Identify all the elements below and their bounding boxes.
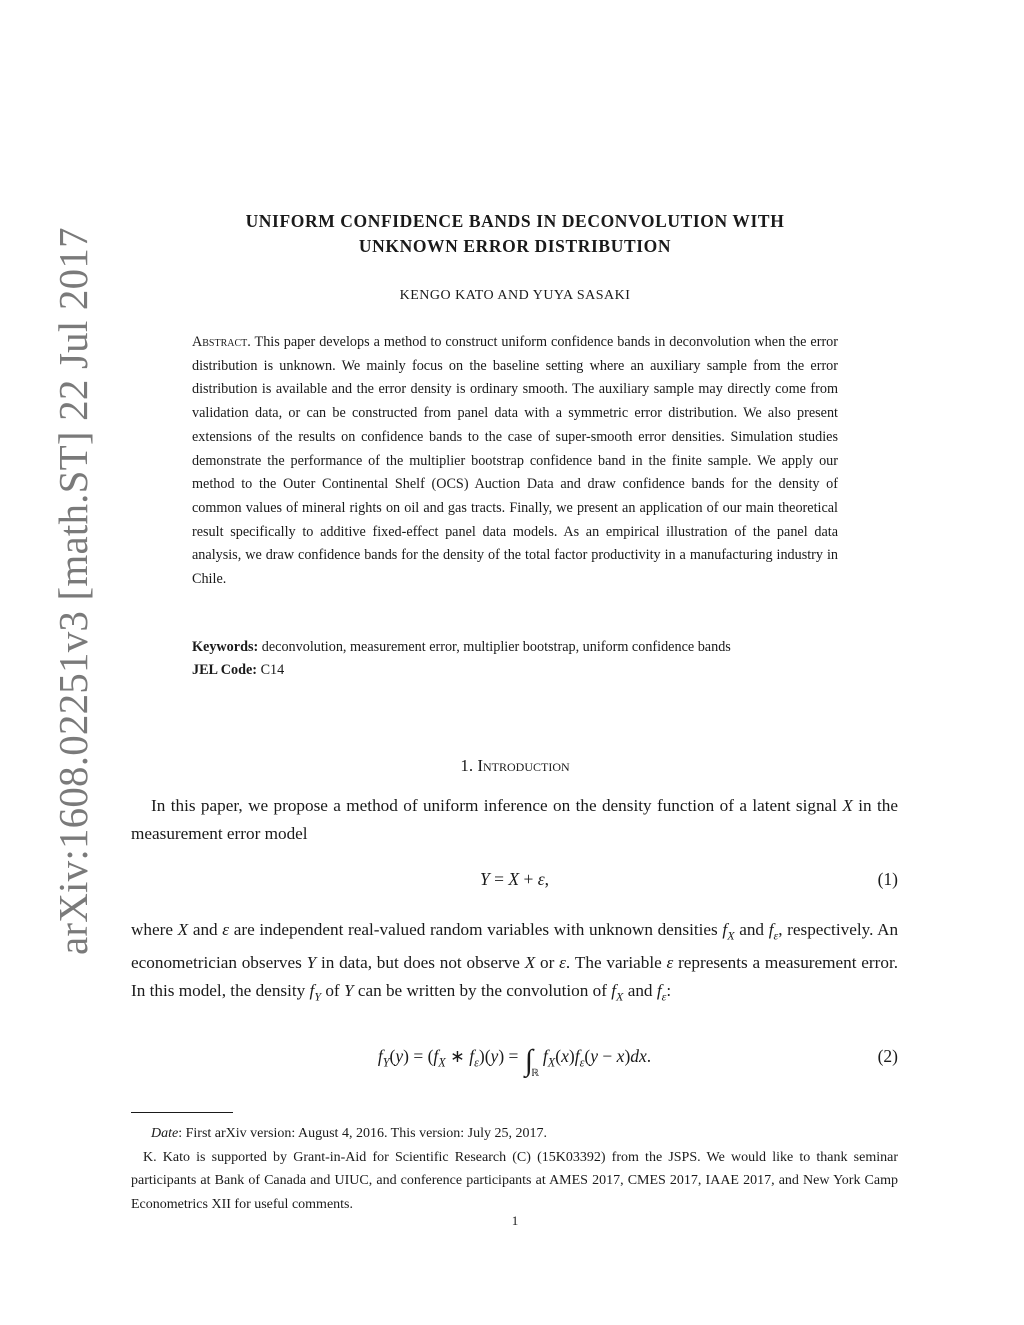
jel-code-label: JEL Code: [192,662,258,678]
para2-text-6: in data, but does not observe [320,953,520,973]
footnotes [131,1122,898,1216]
equation-2-number: (2) [877,1046,898,1066]
para2-text-2: and [192,920,218,939]
keywords-line [192,636,842,659]
footnote-date-label: Date [151,1126,179,1141]
jel-code-line [192,659,842,682]
para1-text-b: in the measurement error model [131,796,898,843]
para2-text-12: and [627,981,653,1001]
para2-text-4: and [739,920,765,939]
abstract-label: Abstract. [192,334,251,350]
para2-text-7: or [539,953,555,973]
para2-text-11: can be written by the convolution of [357,981,607,1001]
paper-title [130,209,900,259]
section-number: 1. [460,756,474,775]
title-line-2: UNKNOWN ERROR DISTRIBUTION [358,236,672,256]
equation-1 [131,869,898,899]
arxiv-identifier-stamp: arXiv:1608.02251v3 [math.ST] 22 Jul 2017 [50,227,96,955]
para1-text-a: In this paper, we propose a method of uniform inference on the density function of a latent signal [151,796,837,815]
para2-text-3: are independent real-valued random variables with unknown densities [233,920,718,939]
footnote-divider [131,1112,233,1113]
para2-text-13: : [666,981,672,1001]
page-number: 1 [511,1213,519,1228]
jel-code-text: C14 [260,662,285,678]
intro-paragraph-2: where X and ε are independent real-valued random variables with unknown densities $f_X$ and $f_\varepsilon$, respectively. An econometrician observes Y in data, but does not observe X or ε. The variable ε represents a measurement error. In this model, the density $f_Y$ of Y can be written by the convolution of $f_X$ and $f_\varepsilon$: [131,920,899,1004]
keywords-text: deconvolution, measurement error, multiplier bootstrap, uniform confidence bands [261,639,731,655]
section-title: Introduction [477,756,570,775]
footnote-acknowledgment: K. Kato is supported by Grant-in-Aid for Scientific Research (C) (15K03392) from the JSPS. We would like to thank seminar participants at Bank of Canada and UIUC, and conference participants at AMES 2017, CMES 2017, IAAE 2017, and New York Camp Econometrics XII for useful comments. [131,1149,898,1212]
para2-text-8: . The variable [565,953,662,973]
equation-2-body: $f_Y(y) = (f_X$ ∗ $f_\varepsilon)(y) = \int_ℝf_X(x)f_\varepsilon(y - x)dx$. [377,1044,652,1079]
para2-text-10: of [325,981,340,1001]
para2-text-9: represents a measurement error. In this model, the density [131,953,899,1001]
keywords-block [192,636,842,682]
equation-1-number: (1) [877,869,898,889]
equation-2 [131,1044,898,1079]
equation-1-body: Y = X + ε, [480,869,549,889]
footnote-date-text: : First arXiv version: August 4, 2016. This version: July 25, 2017. [178,1126,548,1141]
intro-paragraph-1: In this paper, we propose a method of uniform inference on the density function of a latent signal X in the measurement error model [131,796,898,843]
abstract-text: This paper develops a method to construct uniform confidence bands in deconvolution when the error distribution is unknown. We mainly focus on the baseline setting where an auxiliary sample from the error distribution is available and the error density is ordinary smooth. The auxiliary sample may directly come from validation data, or can be constructed from panel data with a symmetric error distribution. We also present extensions of the results on confidence bands to the case of super-smooth error densities. Simulation studies demonstrate the performance of the multiplier bootstrap confidence band in the finite sample. We apply our method to the Outer Continental Shelf (OCS) Auction Data and draw confidence bands for the density of common values of mineral rights on oil and gas tracts. Finally, we present an application of our main theoretical result specifically to additive fixed-effect panel data models. As an empirical illustration of the panel data analysis, we draw confidence bands for the density of the total factor productivity in a manufacturing industry in Chile. [192,334,838,588]
para2-text-5: , respectively. An econometrician observes [131,920,899,973]
footnote-date [131,1122,898,1146]
keywords-label: Keywords: [192,639,259,655]
abstract [192,331,838,592]
integral-sign: ∫ [524,1044,533,1077]
section-heading-introduction [130,756,900,776]
title-line-1: UNIFORM CONFIDENCE BANDS IN DECONVOLUTION WITH [245,211,785,231]
para2-text-1: where [131,920,173,939]
author-list: KENGO KATO AND YUYA SASAKI [399,288,631,303]
